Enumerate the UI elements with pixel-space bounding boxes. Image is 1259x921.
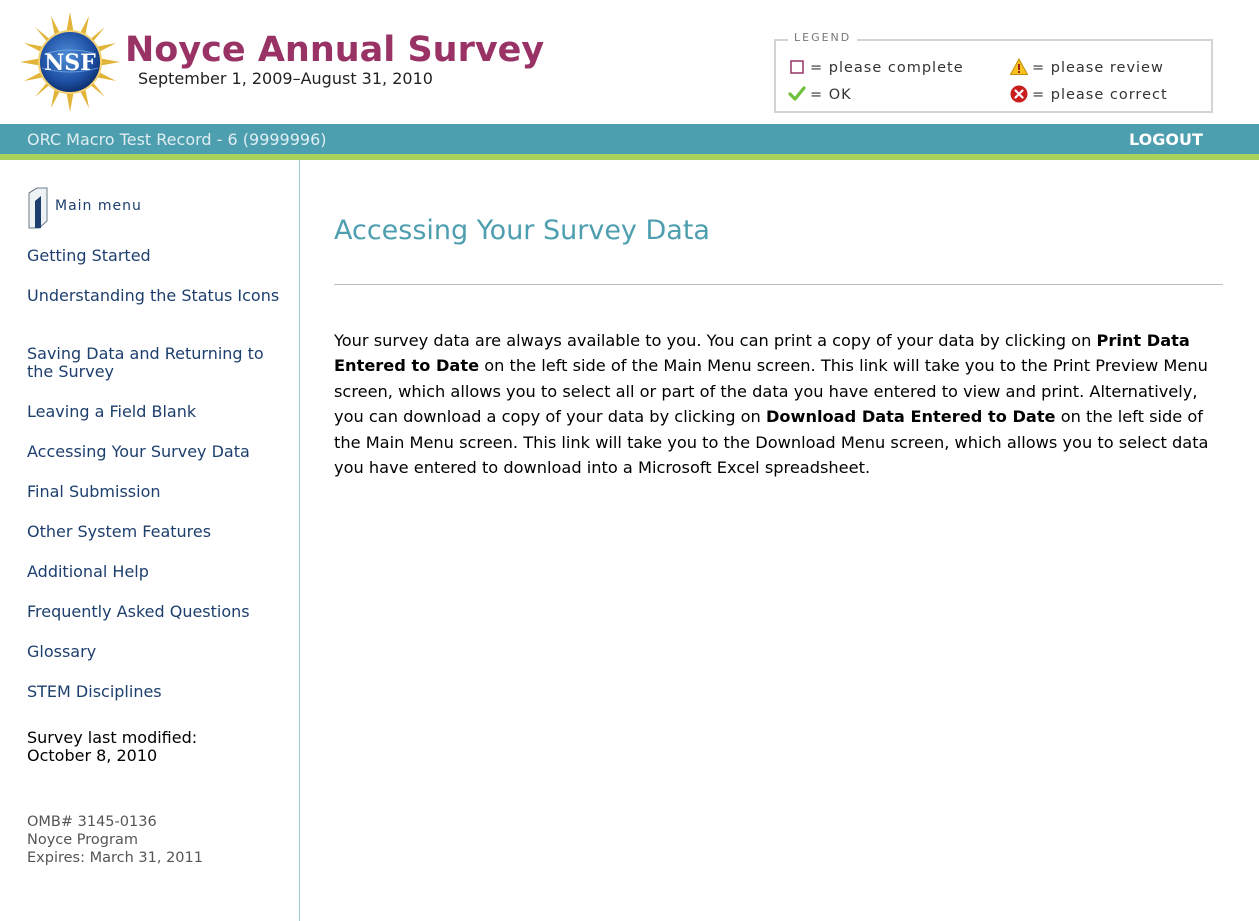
warning-icon bbox=[1010, 58, 1028, 76]
error-x-icon bbox=[1010, 85, 1028, 103]
legend-item-review bbox=[1010, 58, 1164, 77]
omb-number: OMB# 3145-0136 bbox=[27, 814, 157, 830]
legend-label: = OK bbox=[810, 87, 852, 103]
nav-saving-data[interactable]: Saving Data and Returning to the Survey bbox=[27, 344, 264, 381]
nav-accessing-data[interactable]: Accessing Your Survey Data bbox=[27, 442, 250, 461]
divider bbox=[334, 284, 1223, 285]
body-text: on the left side of the Main Menu screen. This link will take you to the Print Preview Menu screen, which allows you to select all or part of the data you have entered to view and print. Alternatively, you can download a copy of your data by clicking on bbox=[334, 356, 1208, 427]
last-modified bbox=[27, 729, 197, 765]
body-text: on the left side of the Main Menu screen. This link will take you to the Download Menu screen, which allows you to select data you have entered to download into a Microsoft Excel spreadsheet. bbox=[334, 407, 1209, 478]
legend-item-correct bbox=[1010, 85, 1168, 104]
nav-faq[interactable]: Frequently Asked Questions bbox=[27, 602, 250, 621]
nav-other-features[interactable]: Other System Features bbox=[27, 522, 212, 541]
print-data-reference: Print Data Entered to Date bbox=[334, 331, 1190, 376]
page-title: Accessing Your Survey Data bbox=[334, 215, 710, 246]
status-legend bbox=[774, 31, 1213, 113]
empty-box-icon bbox=[788, 58, 806, 76]
page-header bbox=[0, 0, 1259, 124]
legend-label: = please review bbox=[1032, 60, 1164, 76]
omb-info bbox=[27, 813, 203, 867]
survey-title: Noyce Annual Survey bbox=[125, 30, 545, 70]
program-name: Noyce Program bbox=[27, 832, 138, 848]
download-data-reference: Download Data Entered to Date bbox=[765, 407, 1056, 427]
nav-status-icons[interactable]: Understanding the Status Icons bbox=[27, 286, 280, 305]
main-menu-label: Main menu bbox=[55, 198, 142, 214]
survey-dates: September 1, 2009–August 31, 2010 bbox=[138, 69, 433, 88]
logout-link[interactable]: LOGOUT bbox=[1129, 130, 1203, 149]
nav-additional-help[interactable]: Additional Help bbox=[27, 562, 149, 581]
legend-title: LEGEND bbox=[788, 31, 857, 44]
sidebar bbox=[0, 160, 300, 921]
svg-text:NSF: NSF bbox=[44, 50, 96, 76]
user-bar bbox=[0, 124, 1259, 160]
nav-final-submission[interactable]: Final Submission bbox=[27, 482, 161, 501]
checkmark-icon bbox=[788, 85, 806, 103]
main-menu-link[interactable] bbox=[27, 187, 142, 229]
legend-item-ok bbox=[788, 85, 852, 104]
body-paragraph bbox=[334, 328, 1223, 480]
record-label: ORC Macro Test Record - 6 (9999996) bbox=[27, 130, 327, 149]
nav-field-blank[interactable]: Leaving a Field Blank bbox=[27, 402, 197, 421]
nav-stem-disciplines[interactable]: STEM Disciplines bbox=[27, 682, 162, 701]
main-menu-icon bbox=[27, 187, 49, 229]
nav-getting-started[interactable]: Getting Started bbox=[27, 246, 151, 265]
last-modified-date: October 8, 2010 bbox=[27, 746, 158, 765]
nsf-logo bbox=[20, 12, 120, 112]
legend-item-complete bbox=[788, 58, 964, 77]
nav-glossary[interactable]: Glossary bbox=[27, 642, 97, 661]
legend-label: = please correct bbox=[1032, 87, 1168, 103]
last-modified-label: Survey last modified: bbox=[27, 728, 198, 747]
legend-label: = please complete bbox=[810, 60, 964, 76]
expiration-date: Expires: March 31, 2011 bbox=[27, 850, 203, 866]
body-text: Your survey data are always available to you. You can print a copy of your data by clicking on bbox=[334, 331, 1097, 350]
